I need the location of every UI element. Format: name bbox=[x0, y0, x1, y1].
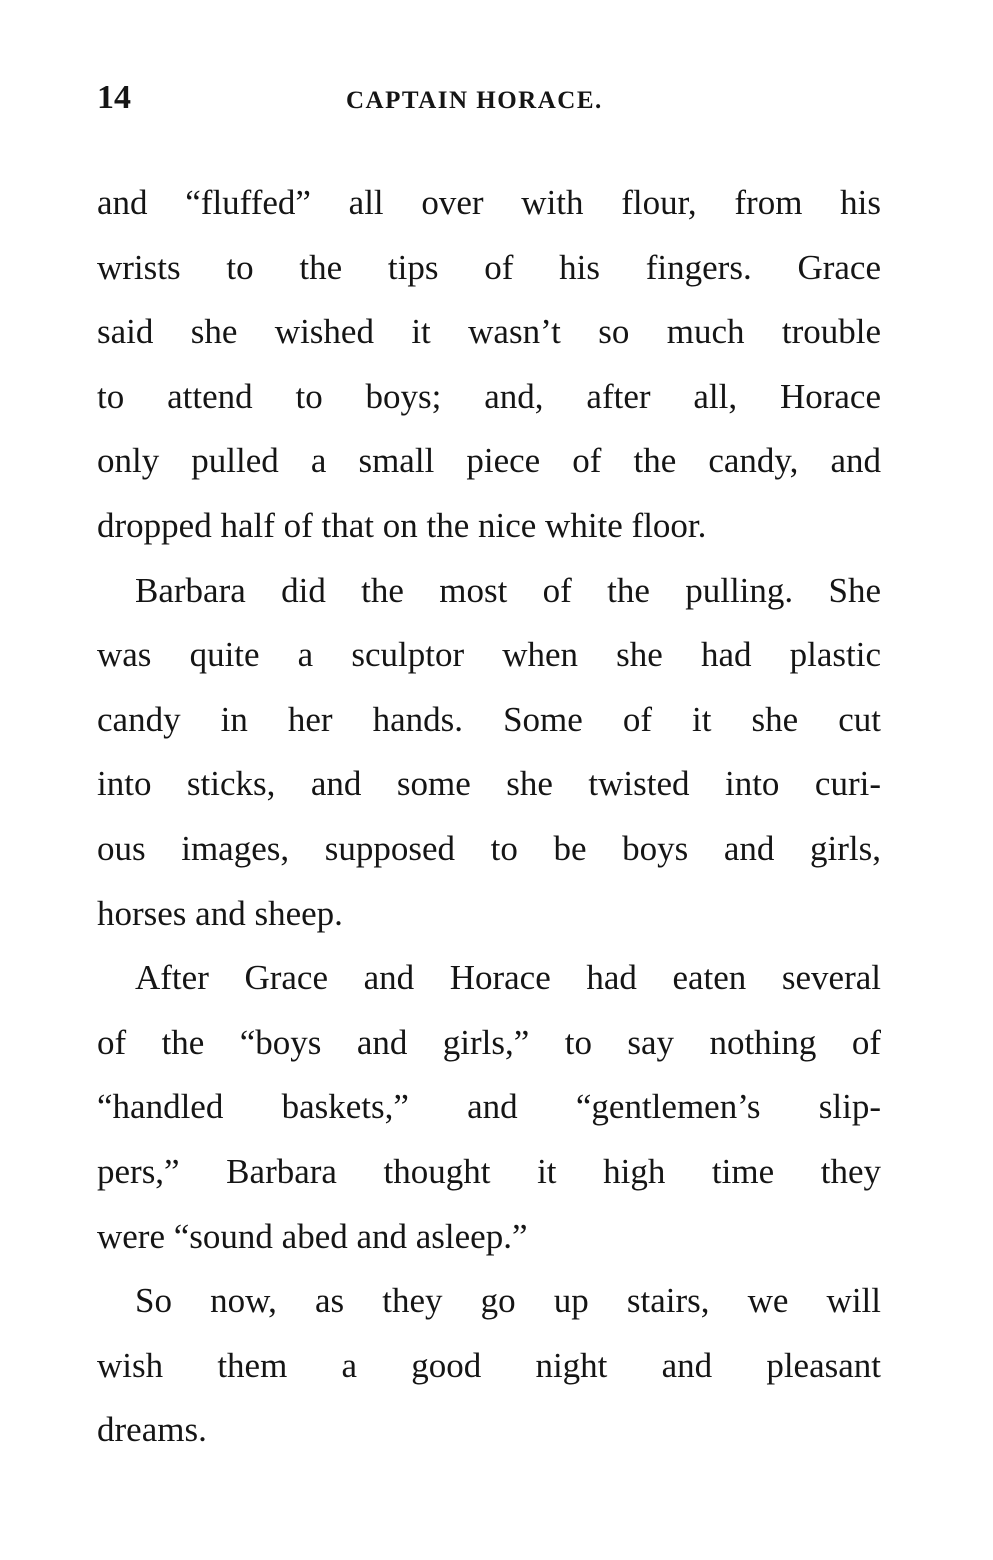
text-line: Barbara did the most of the pulling. She bbox=[135, 570, 881, 610]
text-line: wish them a good night and pleasant bbox=[97, 1345, 881, 1385]
text-line: After Grace and Horace had eaten several bbox=[135, 958, 881, 998]
text-line: to attend to boys; and, after all, Horace bbox=[97, 376, 881, 416]
body-text bbox=[97, 171, 881, 1463]
text-line: was quite a sculptor when she had plastic bbox=[97, 635, 881, 675]
text-line: ous images, supposed to be boys and girls, bbox=[97, 828, 881, 868]
paragraph-1 bbox=[97, 171, 881, 559]
text-line: dreams. bbox=[97, 1410, 207, 1450]
text-line: only pulled a small piece of the candy, and bbox=[97, 441, 881, 481]
text-line: into sticks, and some she twisted into curi- bbox=[97, 764, 881, 804]
text-line: wrists to the tips of his fingers. Grace bbox=[97, 247, 881, 287]
running-head bbox=[97, 76, 881, 120]
text-line: So now, as they go up stairs, we will bbox=[135, 1281, 881, 1321]
text-line: pers,” Barbara thought it high time they bbox=[97, 1151, 881, 1191]
text-line: of the “boys and girls,” to say nothing of bbox=[97, 1022, 881, 1062]
text-line: candy in her hands. Some of it she cut bbox=[97, 699, 881, 739]
text-line: and “fluffed” all over with flour, from his bbox=[97, 183, 881, 222]
page-number: 14 bbox=[97, 79, 131, 116]
text-line: horses and sheep. bbox=[97, 893, 343, 933]
text-line: dropped half of that on the nice white floor. bbox=[97, 505, 707, 545]
paragraph-4 bbox=[97, 1269, 881, 1463]
paragraph-3 bbox=[97, 946, 881, 1269]
paragraph-2 bbox=[97, 559, 881, 947]
text-line: “handled baskets,” and “gentlemen’s slip- bbox=[97, 1087, 881, 1127]
book-title: CAPTAIN HORACE. bbox=[346, 87, 603, 114]
text-line: said she wished it wasn’t so much trouble bbox=[97, 312, 881, 352]
text-line: were “sound abed and asleep.” bbox=[97, 1216, 528, 1256]
